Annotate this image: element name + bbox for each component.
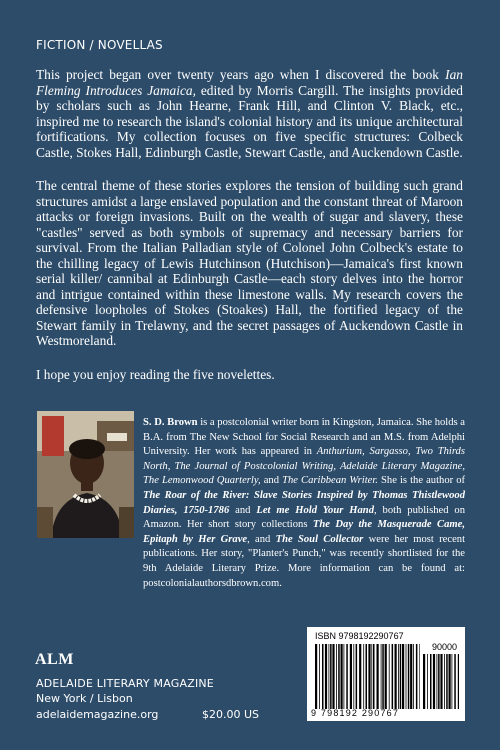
bio-text-1: is a postcolonial writer born in Kingston, Jamaica. She holds a B.A. from The New School for Social Research and an M.S. from Adelphi University. Her work has appeared in <box>143 417 466 458</box>
barcode-bars <box>315 644 420 709</box>
intro-book-title: Ian Fleming Introduces Jamaica, <box>36 67 463 98</box>
bio-publication-last: The Caribbean Writer. <box>282 475 378 487</box>
author-bio <box>143 416 465 591</box>
intro-paragraph-1 <box>36 67 463 160</box>
bio-text-2: and <box>260 475 283 487</box>
category-label: FICTION / NOVELLAS <box>36 38 163 52</box>
intro-p1-end: edited by Morris Cargill. The insights provided by scholars such as John Hearne, Frank Hill, and Clinton V. Black, etc., inspired me to research the island's colonial history and its unique architectural fortifications. My collection focuses on five specific structures: Colbeck Castle, Stokes Hall, Edinburgh Castle, Stewart Castle, and Auckendown Castle. <box>36 82 463 160</box>
bio-publications: Anthurium, Sargasso, Two Thirds North, The Journal of Postcolonial Writing, Adelaide Literary Magazine, The Lemonwood Quarterly, <box>143 446 465 487</box>
intro-paragraph-2: The central theme of these stories explores the tension of building such grand structures amidst a large enslaved population and the constant threat of Maroon attacks or foreign invasions. Built on the wealth of sugar and slavery, these "castles" served as both symbols of supremacy and necessary barriers for survival. From the Italian Palladian style of Colonel John Colbeck's estate to the chilling legacy of Lewis Hutchinson (Hutchison)—Jamaica's first known serial killer/ cannibal at Edinburgh Castle—each story delves into the horror and intrigue contained within these limestone walls. My research covers the defensive loopholes of Stokes (Stoakes) Hall, the fortified legacy of the Stewart family in Trelawny, and the secret passages of Auckendown Castle in Westmoreland. <box>36 178 463 348</box>
barcode-price-code: 90000 <box>432 642 458 652</box>
bio-text-3: She is the author of <box>377 475 466 487</box>
barcode-addon-bars <box>423 654 459 709</box>
publisher-url: adelaidemagazine.org <box>36 708 159 721</box>
bio-collection-3: The Soul Collector <box>275 533 364 545</box>
intro-paragraph-3: I hope you enjoy reading the five novelettes. <box>36 367 275 382</box>
intro-p1-start: This project began over twenty years ago when I discovered the book <box>36 67 446 82</box>
bio-text-5: , both published on Amazon. Her short story collections <box>143 504 466 531</box>
bio-book-1: The Roar of the River: Slave Stories Inspired by Thomas Thistlewood Diaries, 1750-1786 <box>143 489 465 516</box>
publisher-logo: ALM <box>35 651 74 668</box>
bio-collection-2: Epitaph by Her Grave <box>143 533 248 545</box>
bio-text-7: , and <box>247 533 276 545</box>
isbn-barcode <box>307 627 465 721</box>
author-name: S. D. Brown <box>143 417 198 428</box>
barcode-digits: 9 798192 290767 <box>311 708 400 718</box>
author-photo <box>37 411 134 538</box>
bio-collection-1: The Day the Masquerade Came, <box>312 519 465 531</box>
publisher-city: New York / Lisbon <box>36 692 133 705</box>
publisher-name: ADELAIDE LITERARY MAGAZINE <box>36 677 214 690</box>
bio-book-2: Let me Hold Your Hand <box>256 504 374 516</box>
book-price: $20.00 US <box>202 708 260 721</box>
bio-text-4: and <box>229 504 257 516</box>
isbn-label: ISBN 9798192290767 <box>315 631 404 641</box>
bio-text-8: were her most recent publications. Her story, "Planter's Punch," was recently shortlisted for the 9th Adelaide Literary Prize. More information can be found at: postcolonialauthorsdbrown.com. <box>143 533 466 589</box>
